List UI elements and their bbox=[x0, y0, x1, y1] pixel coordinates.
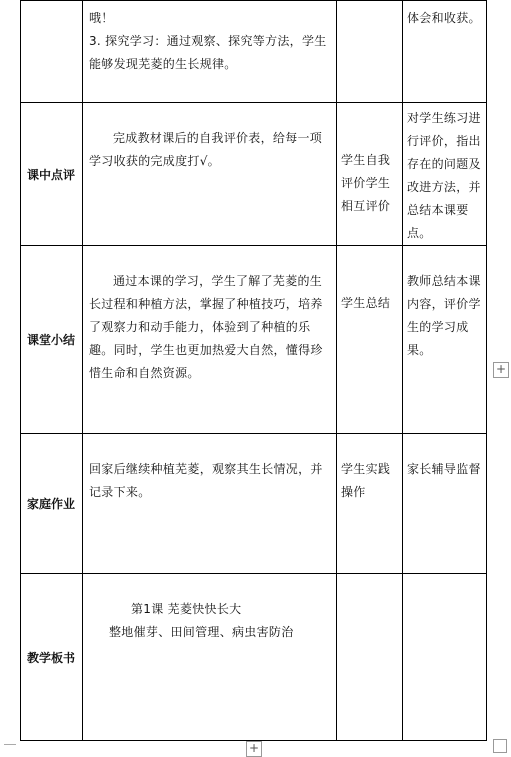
row-header-text: 教学板书 bbox=[27, 650, 76, 665]
teacher-activity-cell[interactable] bbox=[403, 1, 487, 103]
content-cell[interactable] bbox=[83, 1, 337, 103]
content-paragraph: 完成教材课后的自我评价表，给每一项学习收获的完成度打√。 bbox=[89, 131, 323, 168]
student-activity-cell[interactable] bbox=[337, 1, 403, 103]
row-header-text: 家庭作业 bbox=[27, 497, 76, 511]
teacher-activity-cell[interactable] bbox=[403, 434, 487, 574]
student-activity-cell[interactable] bbox=[337, 103, 403, 246]
table-row bbox=[21, 103, 487, 246]
row-header-cell bbox=[21, 434, 83, 574]
teacher-activity-cell[interactable] bbox=[403, 574, 487, 741]
student-activity-cell[interactable] bbox=[337, 434, 403, 574]
student-activity-cell[interactable] bbox=[337, 574, 403, 741]
table-row bbox=[21, 434, 487, 574]
content-cell[interactable] bbox=[83, 574, 337, 741]
row-header-cell bbox=[21, 103, 83, 246]
row-header-cell bbox=[21, 246, 83, 434]
student-activity-text: 学生实践操作 bbox=[341, 462, 391, 499]
teacher-activity-cell[interactable] bbox=[403, 103, 487, 246]
content-line: 3. 探究学习：通过观察、探究等方法，学生能够发现芜菱的生长规律。 bbox=[89, 34, 327, 71]
plus-icon: + bbox=[495, 362, 507, 376]
table-resize-handle[interactable] bbox=[493, 739, 507, 753]
row-header-cell bbox=[21, 574, 83, 741]
content-paragraph: 通过本课的学习，学生了解了芜菱的生长过程和种植方法，掌握了种植技巧，培养了观察力和动手能力，体验到了种植的乐趣。同时，学生也更加热爱大自然，懂得珍惜生命和自然资源。 bbox=[89, 274, 323, 380]
table-row bbox=[21, 1, 487, 103]
content-cell[interactable] bbox=[83, 103, 337, 246]
table-row bbox=[21, 246, 487, 434]
student-activity-text: 学生自我评价学生相互评价 bbox=[341, 153, 391, 213]
content-cell[interactable] bbox=[83, 246, 337, 434]
student-activity-text: 学生总结 bbox=[341, 296, 391, 310]
teacher-activity-text: 体会和收获。 bbox=[407, 11, 481, 25]
board-points: 整地催芽、田间管理、病虫害防治 bbox=[109, 625, 294, 639]
board-title: 第1课 芜菱快快长大 bbox=[131, 602, 242, 616]
plus-icon: + bbox=[248, 741, 260, 755]
row-header-cell bbox=[21, 1, 83, 103]
teacher-activity-text: 对学生练习进行评价，指出存在的问题及改进方法，并总结本课要点。 bbox=[407, 111, 481, 240]
content-paragraph: 回家后继续种植芜菱，观察其生长情况，并记录下来。 bbox=[89, 462, 323, 499]
row-header-text: 课堂小结 bbox=[27, 333, 76, 347]
add-column-button[interactable] bbox=[493, 362, 509, 378]
content-cell[interactable] bbox=[83, 434, 337, 574]
table-row bbox=[21, 574, 487, 741]
row-header-text: 课中点评 bbox=[27, 167, 76, 182]
teacher-activity-text: 家长辅导监督 bbox=[407, 462, 481, 476]
lesson-plan-table bbox=[20, 0, 487, 741]
page-corner-mark bbox=[4, 744, 16, 755]
content-line: 哦！ bbox=[89, 11, 114, 25]
teacher-activity-text: 教师总结本课内容，评价学生的学习成果。 bbox=[407, 274, 481, 357]
teacher-activity-cell[interactable] bbox=[403, 246, 487, 434]
student-activity-cell[interactable] bbox=[337, 246, 403, 434]
